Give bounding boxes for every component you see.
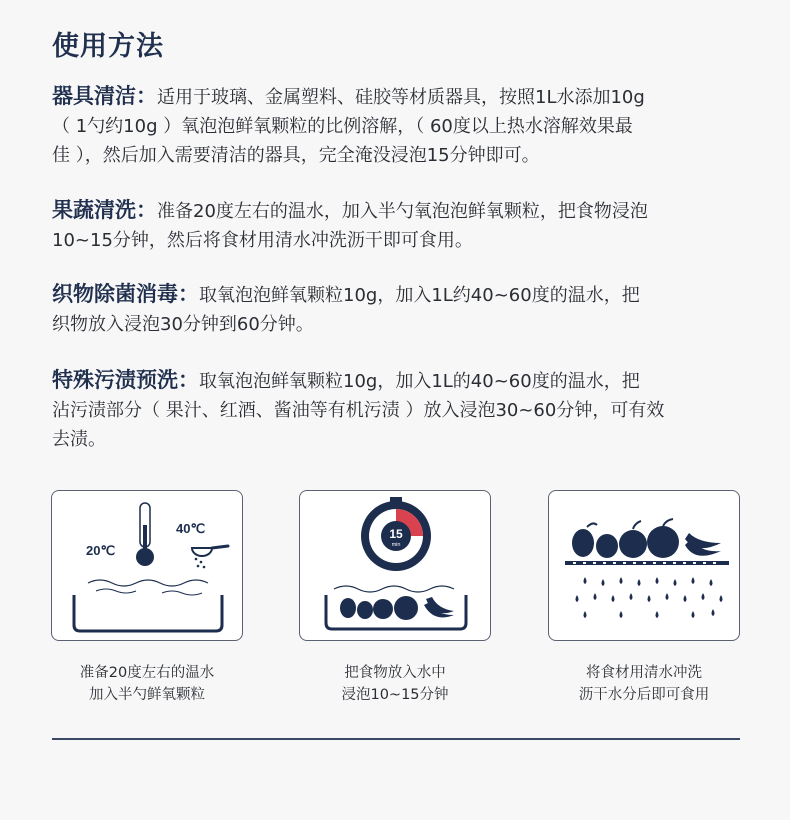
section-line: 准备20度左右的温水，加入半勺氧泡泡鲜氧颗粒，把食物浸泡 (157, 201, 648, 222)
step-card-soak (299, 490, 491, 641)
section-produce-washing (52, 196, 752, 255)
temp-high-label: 40℃ (176, 521, 206, 536)
step-card-warm-water (51, 490, 243, 641)
section-head: 器具清洁： (52, 84, 157, 108)
section-head: 果蔬清洗： (52, 198, 157, 222)
section-stain-prewash (52, 366, 752, 454)
section-head: 特殊污渍预洗： (52, 368, 199, 392)
divider (52, 738, 740, 740)
timer-unit: min (391, 542, 401, 548)
fruits-rinse-icon (549, 491, 741, 642)
caption-line: 准备20度左右的温水 (79, 665, 215, 681)
caption-line: 沥干水分后即可食用 (578, 687, 710, 703)
thermometer-scoop-icon (52, 491, 244, 642)
caption-line: 加入半勺鲜氧颗粒 (89, 687, 205, 703)
section-line: 佳 ），然后加入需要清洁的器具，完全淹没浸泡15分钟即可。 (52, 145, 540, 166)
step-card-rinse (548, 490, 740, 641)
caption-line: 浸泡10~15分钟 (341, 687, 449, 703)
section-head: 织物除菌消毒： (52, 282, 199, 306)
section-utensil-cleaning (52, 82, 752, 170)
section-line: 沾污渍部分（ 果汁、红酒、酱油等有机污渍 ）放入浸泡30~60分钟，可有效 (52, 400, 665, 421)
section-line: 织物放入浸泡30分钟到60分钟。 (52, 314, 314, 335)
section-line: （ 1勺约10g ）氧泡泡鲜氧颗粒的比例溶解，（ 60度以上热水溶解效果最 (52, 116, 633, 137)
section-line: 10~15分钟，然后将食材用清水冲洗沥干即可食用。 (52, 230, 473, 251)
section-line: 去渍。 (52, 429, 106, 450)
section-line: 取氧泡泡鲜氧颗粒10g，加入1L约40~60度的温水，把 (199, 285, 640, 306)
temp-low-label: 20℃ (86, 543, 116, 558)
caption-line: 将食材用清水冲洗 (586, 665, 702, 681)
timer-basin-icon (300, 491, 492, 642)
page-title: 使用方法 (52, 31, 164, 62)
section-line: 适用于玻璃、金属塑料、硅胶等材质器具，按照1L水添加10g (157, 87, 645, 108)
step-caption-1 (27, 662, 267, 706)
step-caption-3 (524, 662, 764, 706)
caption-line: 把食物放入水中 (344, 665, 446, 681)
step-caption-2 (275, 662, 515, 706)
section-fabric-disinfection (52, 280, 752, 339)
timer-number: 15 (389, 527, 403, 541)
section-line: 取氧泡泡鲜氧颗粒10g，加入1L的40~60度的温水，把 (199, 371, 640, 392)
